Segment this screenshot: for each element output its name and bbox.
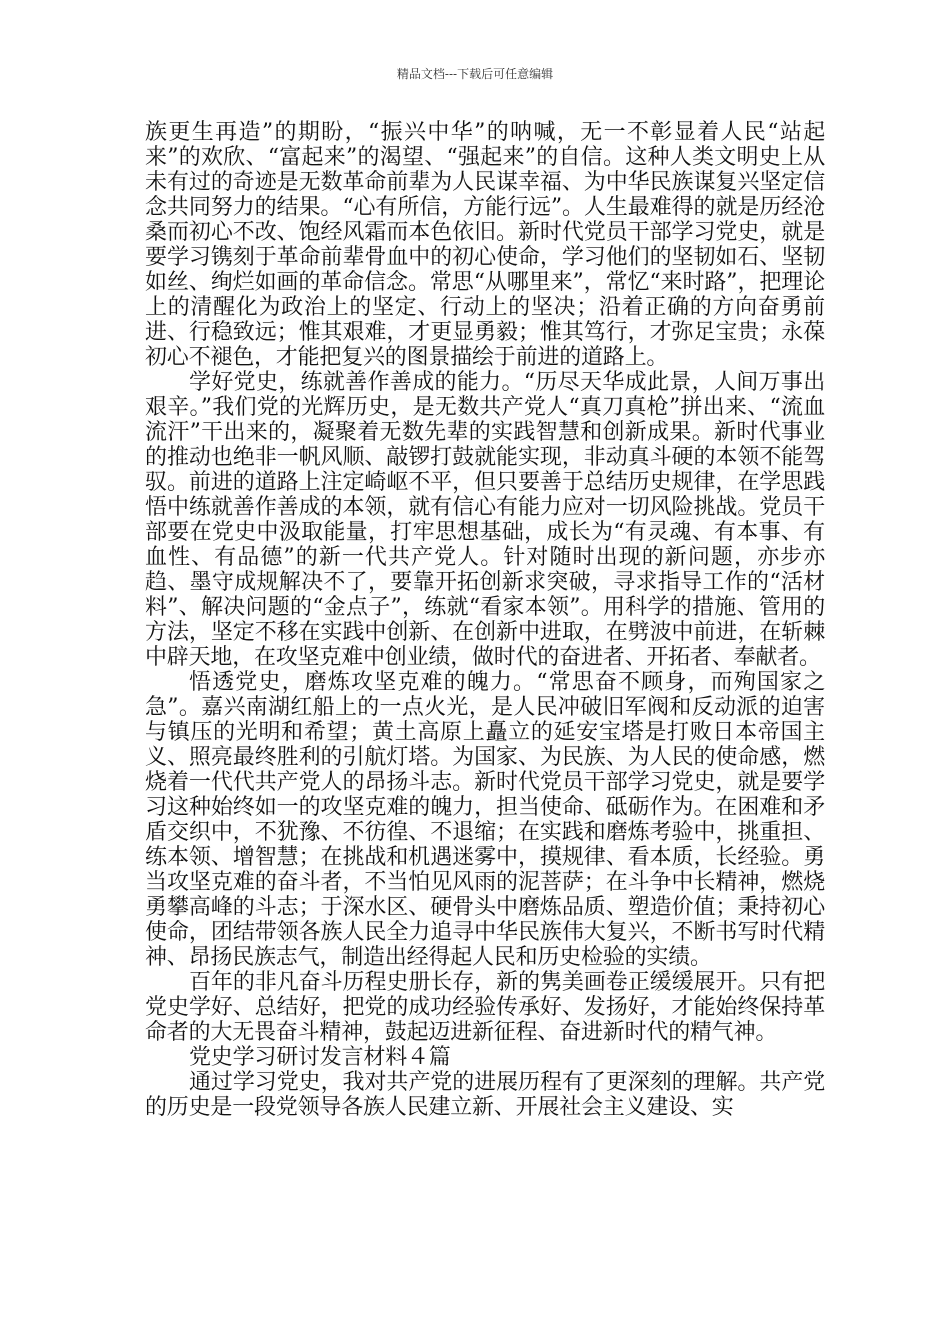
paragraph-next-section: 通过学习党史，我对共产党的进展历程有了更深刻的理解。共产党的历史是一段党领导各族人民建立新、开展社会主义建设、实: [145, 1070, 825, 1120]
page-header: 精品文档---下载后可任意编辑: [396, 67, 554, 81]
document-body: [145, 120, 825, 1120]
section-title: 党史学习研讨发言材料４篇: [189, 1045, 451, 1070]
paragraph-continuation: 族更生再造”的期盼，“振兴中华”的呐喊，无一不彰显着人民“站起来”的欢欣、“富起来”的渴望、“强起来”的自信。这种人类文明史上从未有过的奇迹是无数革命前辈为人民谋幸福、为中华民族谋复兴坚定信念共同努力的结果。“心有所信，方能行远”。人生最难得的就是历经沧桑而初心不改、饱经风霜而本色依旧。新时代党员干部学习党史，就是要学习镌刻于革命前辈骨血中的初心使命，学习他们的坚韧如石、坚韧如丝、绚烂如画的革命信念。常思“从哪里来”，常忆“来时路”，把理论上的清醒化为政治上的坚定、行动上的坚决；沿着正确的方向奋勇前进、行稳致远；惟其艰难，才更显勇毅；惟其笃行，才弥足宝贵；永葆初心不褪色，才能把复兴的图景描绘于前进的道路上。: [145, 120, 825, 370]
paragraph-study-party-history: 学好党史，练就善作善成的能力。“历尽天华成此景，人间万事出艰辛。”我们党的光辉历史，是无数共产党人“真刀真枪”拼出来、“流血流汗”干出来的，凝聚着无数先辈的实践智慧和创新成果。新时代事业的推动也绝非一帆风顺、敲锣打鼓就能实现，非动真斗硬的本领不能驾驭。前进的道路上注定崎岖不平，但只要善于总结历史规律，在学思践悟中练就善作善成的本领，就有信心有能力应对一切风险挑战。党员干部要在党史中汲取能量，打牢思想基础，成长为“有灵魂、有本事、有血性、有品德”的新一代共产党人。针对随时出现的新问题，亦步亦趋、墨守成规解决不了，要靠开拓创新求突破，寻求指导工作的“活材料”、解决问题的“金点子”，练就“看家本领”。用科学的措施、管用的方法，坚定不移在实践中创新、在创新中进取，在劈波中前进，在斩棘中辟天地，在攻坚克难中创业绩，做时代的奋进者、开拓者、奉献者。: [145, 370, 825, 670]
paragraph-understand-party-history: 悟透党史，磨炼攻坚克难的魄力。“常思奋不顾身，而殉国家之急”。嘉兴南湖红船上的一点火光，是人民冲破旧军阀和反动派的迫害与镇压的光明和希望；黄土高原上矗立的延安宝塔是打败日本帝国主义、照亮最终胜利的引航灯塔。为国家、为民族、为人民的使命感，燃烧着一代代共产党人的昂扬斗志。新时代党员干部学习党史，就是要学习这种始终如一的攻坚克难的魄力，担当使命、砥砺作为。在困难和矛盾交织中，不犹豫、不彷徨、不退缩；在实践和磨炼考验中，挑重担、练本领、增智慧；在挑战和机遇迷雾中，摸规律、看本质，长经验。勇当攻坚克难的奋斗者，不当怕见风雨的泥菩萨；在斗争中长精神，燃烧勇攀高峰的斗志；于深水区、硬骨头中磨炼品质、塑造价值；秉持初心使命，团结带领各族人民全力追寻中华民族伟大复兴，不断书写时代精神、昂扬民族志气，制造出经得起人民和历史检验的实绩。: [145, 670, 825, 970]
paragraph-conclusion: 百年的非凡奋斗历程史册长存，新的隽美画卷正缓缓展开。只有把党史学好、总结好，把党的成功经验传承好、发扬好，才能始终保持革命者的大无畏奋斗精神，鼓起迈进新征程、奋进新时代的精气神。: [145, 970, 825, 1045]
